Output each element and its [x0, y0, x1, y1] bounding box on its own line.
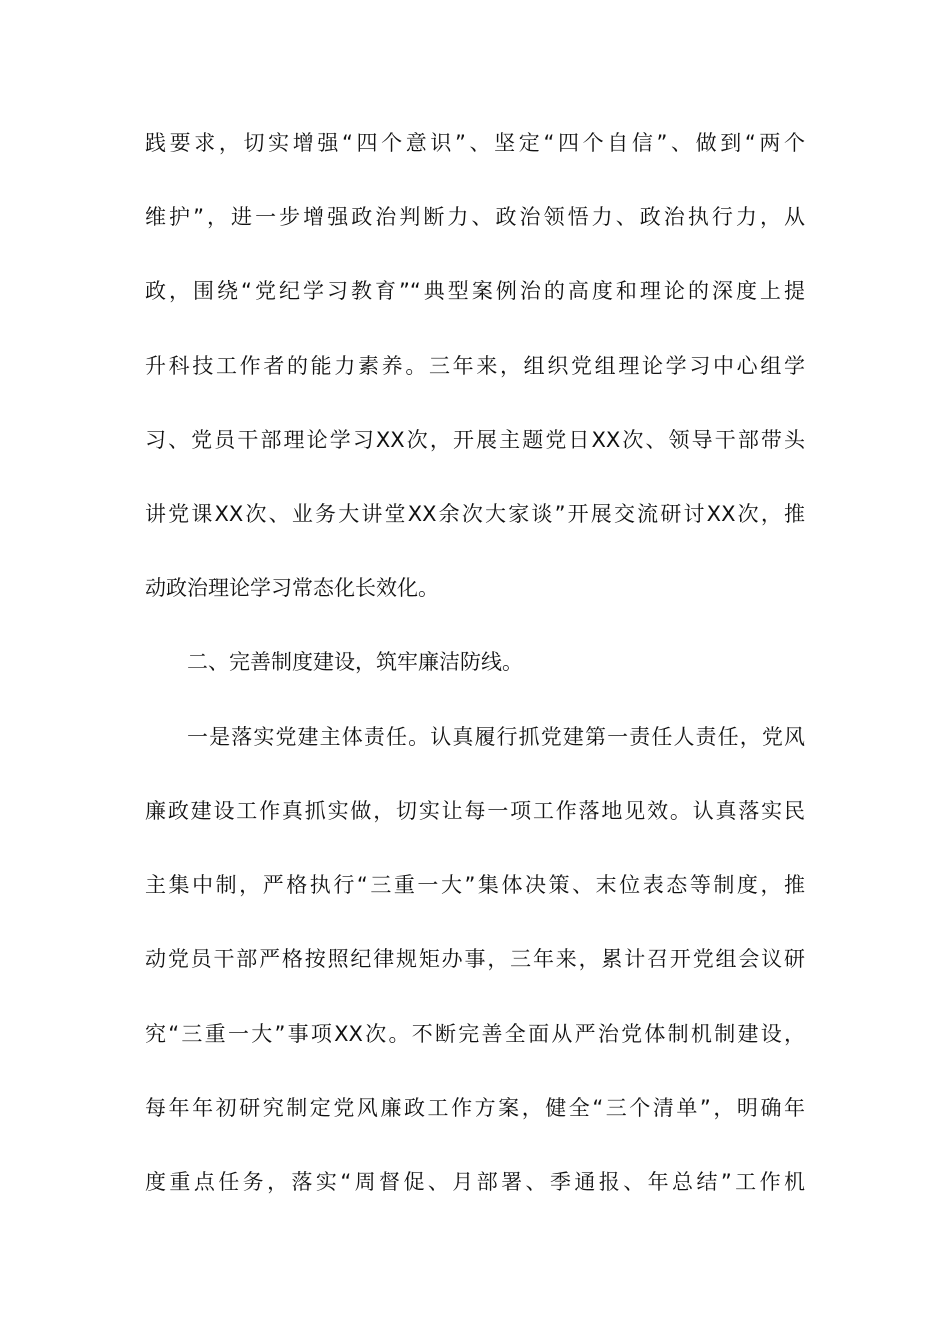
text-line: 习、党员干部理论学习XX次，开展主题党日XX次、领导干部带头 — [145, 428, 805, 452]
text-line: 一是落实党建主体责任。认真履行抓党建第一责任人责任，党风 — [187, 725, 805, 749]
text-line: 维护”，进一步增强政治判断力、政治领悟力、政治执行力，从 — [145, 205, 805, 229]
section-heading: 二、完善制度建设，筑牢廉洁防线。 — [187, 650, 523, 674]
text-line: 升科技工作者的能力素养。三年来，组织党组理论学习中心组学 — [145, 354, 805, 378]
text-line: 度重点任务，落实“周督促、月部署、季通报、年总结”工作机 — [145, 1170, 805, 1194]
text-line: 每年年初研究制定党风廉政工作方案，健全“三个清单”，明确年 — [145, 1096, 805, 1120]
text-line: 廉政建设工作真抓实做，切实让每一项工作落地见效。认真落实民 — [145, 799, 805, 823]
text-line: 践要求，切实增强“四个意识”、坚定“四个自信”、做到“两个 — [145, 131, 805, 155]
text-line: 讲党课XX次、业务大讲堂XX余次大家谈”开展交流研讨XX次，推 — [145, 502, 805, 526]
text-line: 主集中制，严格执行“三重一大”集体决策、末位表态等制度，推 — [145, 873, 805, 897]
text-line: 究“三重一大”事项XX次。不断完善全面从严治党体制机制建设， — [145, 1022, 805, 1046]
text-line: 动党员干部严格按照纪律规矩办事，三年来，累计召开党组会议研 — [145, 947, 805, 971]
text-line: 动政治理论学习常态化长效化。 — [145, 576, 439, 600]
text-line: 政，围绕“党纪学习教育”“典型案例治的高度和理论的深度上提 — [145, 279, 805, 303]
